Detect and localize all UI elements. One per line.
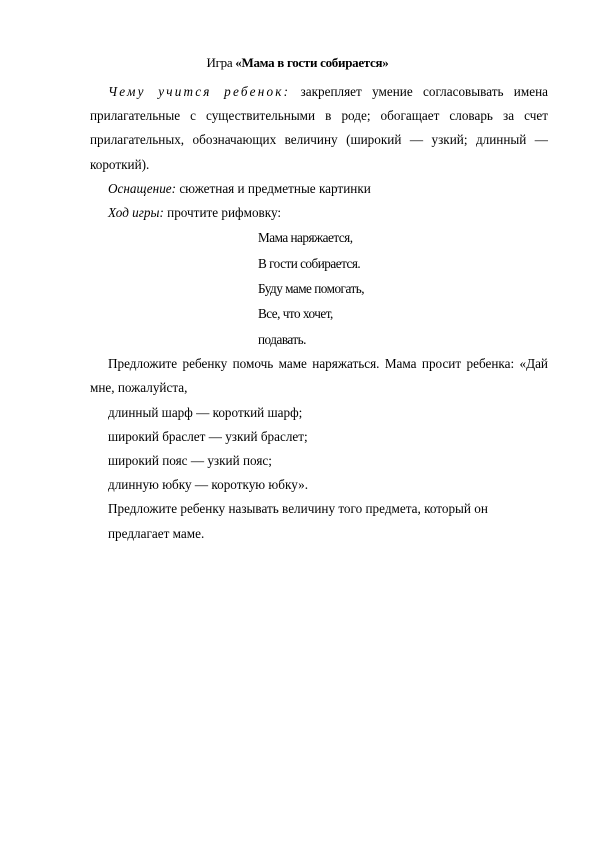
- learns-paragraph: [90, 80, 548, 177]
- rhyme-line: Буду маме помогать,: [258, 281, 365, 297]
- document-title: [0, 55, 595, 71]
- document-body: [90, 80, 548, 546]
- final-line: Предложите ребенку называть величину того предмета, который он: [108, 501, 488, 517]
- equipment-paragraph: [90, 177, 548, 201]
- game-flow-paragraph: [90, 201, 548, 225]
- list-item: длинный шарф — короткий шарф;: [108, 404, 303, 420]
- game-flow-label: Ход игры:: [108, 205, 164, 221]
- rhyme-block: [90, 225, 548, 352]
- final-line: предлагает маме.: [108, 525, 205, 541]
- rhyme-line: подавать.: [258, 331, 306, 347]
- final-paragraph: [90, 497, 548, 545]
- rhyme-line: Все, что хочет,: [258, 306, 333, 322]
- rhyme-line: В гости собирается.: [258, 255, 361, 271]
- items-list: [90, 401, 548, 498]
- suggest-paragraph: Предложите ребенку помочь маме наряжаться. Мама просит ребенка: «Дай мне, пожалуйста,: [90, 356, 548, 396]
- title-prefix: Игра: [206, 55, 236, 70]
- list-item: широкий браслет — узкий браслет;: [108, 428, 308, 444]
- equipment-text: сюжетная и предметные картинки: [176, 180, 371, 196]
- rhyme-line: Мама наряжается,: [258, 230, 353, 246]
- learns-text: закрепляет умение согласовывать имена прилагательные с существительными в роде; обогащает словарь за счет прилагательных, обозначающих величину (широкий — узкий; длинный — короткий).: [90, 84, 548, 172]
- game-flow-text: прочтите рифмовку:: [163, 205, 282, 221]
- equipment-label: Оснащение:: [108, 180, 177, 196]
- title-game-name: «Мама в гости собирается»: [235, 55, 389, 70]
- list-item: длинную юбку — короткую юбку».: [108, 477, 309, 493]
- learns-label: Чему учится ребенок:: [108, 84, 291, 99]
- list-item: широкий пояс — узкий пояс;: [108, 453, 272, 469]
